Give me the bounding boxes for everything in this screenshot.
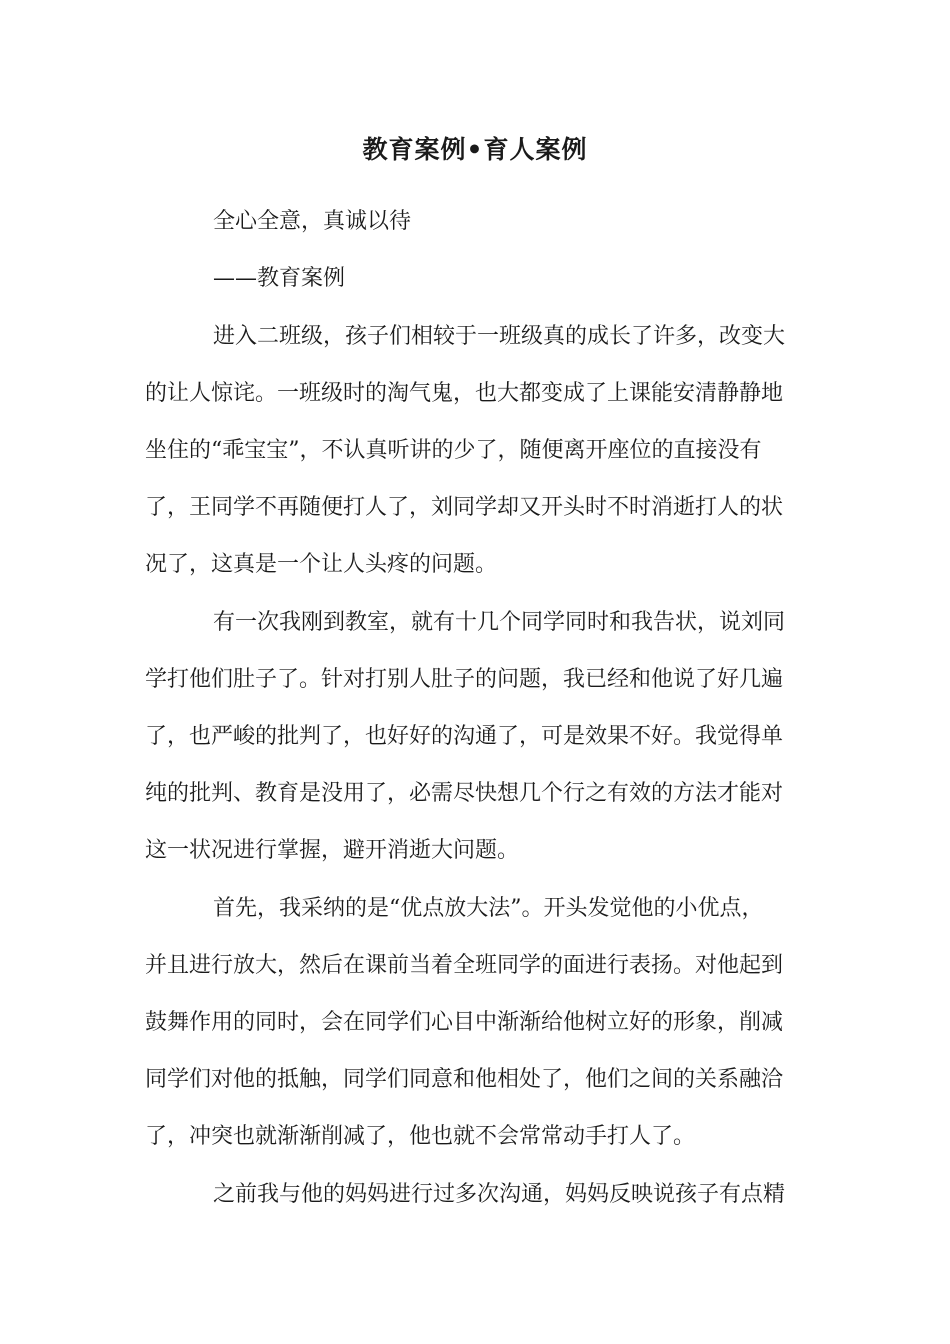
body-line: 同学们对他的抵触，同学们同意和他相处了，他们之间的关系融洽 [145,1067,784,1092]
document-subtitle: 全心全意，真诚以待 [213,209,412,234]
body-line: 这一状况进行掌握，避开消逝大问题。 [145,838,520,863]
body-line: 鼓舞作用的同时，会在同学们心目中渐渐给他树立好的形象，削减 [145,1010,784,1035]
body-line: 纯的批判、教育是没用了，必需尽快想几个行之有效的方法才能对 [145,781,784,806]
body-line: 了，王同学不再随便打人了，刘同学却又开头时不时消逝打人的状 [145,495,784,520]
body-line: 况了，这真是一个让人头疼的问题。 [145,552,498,577]
body-line: 了，也严峻的批判了，也好好的沟通了，可是效果不好。我觉得单 [145,724,784,749]
document-byline: ——教育案例 [213,266,346,291]
body-line: 进入二班级，孩子们相较于一班级真的成长了许多，改变大 [213,324,786,349]
body-line: 学打他们肚子了。针对打别人肚子的问题，我已经和他说了好几遍 [145,667,784,692]
body-line: 了，冲突也就渐渐削减了，他也就不会常常动手打人了。 [145,1124,696,1149]
body-line: 之前我与他的妈妈进行过多次沟通，妈妈反映说孩子有点精 [213,1182,786,1207]
document-title: 教育案例•育人案例 [362,135,588,164]
body-line: 坐住的“乖宝宝”，不认真听讲的少了，随便离开座位的直接没有 [145,438,762,463]
body-line: 首先，我采纳的是“优点放大法”。开头发觉他的小优点， [213,896,764,921]
body-line: 有一次我刚到教室，就有十几个同学同时和我告状，说刘同 [213,610,786,635]
body-line: 的让人惊诧。一班级时的淘气鬼，也大都变成了上课能安清静静地 [145,381,784,406]
body-line: 并且进行放大，然后在课前当着全班同学的面进行表扬。对他起到 [145,953,784,978]
